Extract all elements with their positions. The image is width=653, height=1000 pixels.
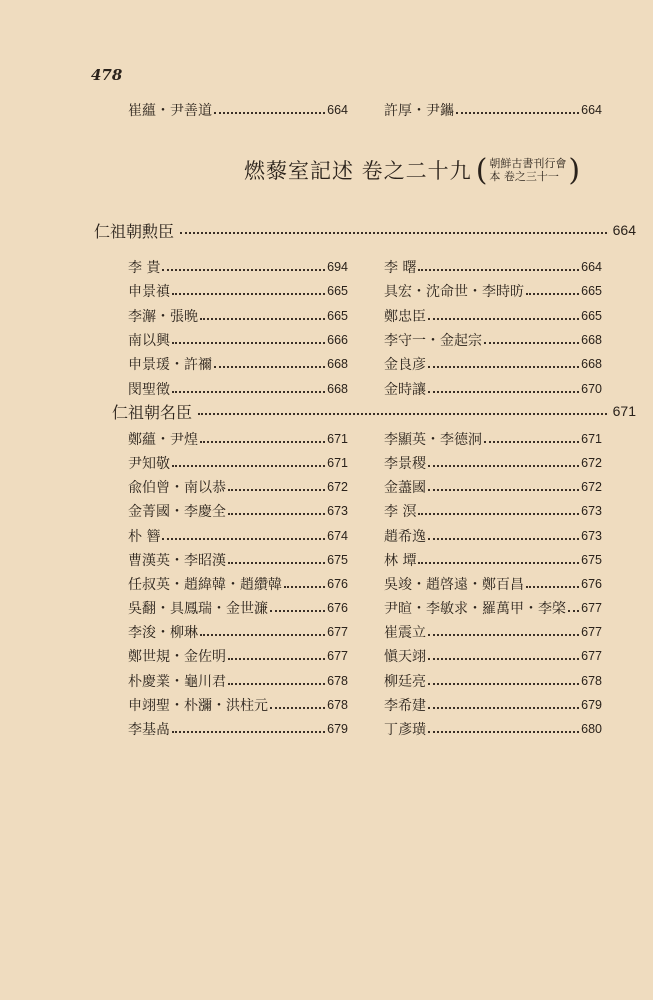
entry-name: 金菁國・李慶全	[128, 504, 226, 521]
dot-leader	[200, 634, 325, 636]
entry-page: 675	[581, 552, 602, 567]
toc-entry	[384, 646, 602, 666]
section-heading	[112, 399, 636, 423]
entry-name: 李 曙	[384, 260, 417, 276]
dot-leader	[428, 538, 579, 540]
entry-name: 曹漢英・李昭漢	[128, 552, 226, 569]
entry-name: 李基卨	[128, 721, 170, 738]
dot-leader	[172, 342, 325, 344]
entry-name: 李希建	[384, 697, 426, 714]
entry-page: 676	[327, 601, 348, 616]
dot-leader	[428, 634, 579, 636]
toc-entry	[128, 281, 348, 301]
toc-entry	[128, 100, 348, 120]
dot-leader	[428, 366, 579, 368]
toc-entry	[384, 379, 602, 399]
dot-leader	[428, 731, 579, 733]
entry-page: 671	[581, 432, 602, 446]
entry-name: 兪伯曾・南以恭	[128, 480, 226, 497]
entry-page: 677	[581, 649, 602, 664]
open-paren: (	[475, 152, 488, 188]
dot-leader	[428, 465, 579, 467]
entry-page: 676	[581, 576, 602, 591]
entry-page: 668	[581, 357, 602, 372]
section-title: 仁祖朝名臣	[112, 402, 193, 422]
dot-leader	[428, 658, 579, 660]
dot-leader	[270, 610, 325, 612]
dot-leader	[418, 562, 579, 564]
dot-leader	[228, 513, 325, 515]
edition-note	[476, 153, 580, 188]
dot-leader	[568, 610, 579, 612]
dot-leader	[228, 489, 325, 491]
dot-leader	[284, 586, 325, 588]
entry-page: 678	[581, 673, 602, 688]
dot-leader	[428, 707, 579, 709]
toc-entry	[128, 257, 348, 277]
section-page: 671	[612, 403, 636, 419]
entry-page: 675	[327, 552, 348, 567]
toc-entry	[128, 671, 348, 691]
toc-entry	[128, 646, 348, 666]
entry-page: 677	[581, 625, 602, 640]
toc-entry	[384, 257, 602, 277]
toc-entry	[128, 550, 348, 570]
entry-page: 665	[327, 284, 348, 299]
entry-name: 李顯英・李德泂	[384, 432, 482, 448]
section-title: 仁祖朝勲臣	[94, 221, 175, 241]
dot-leader	[198, 413, 607, 415]
entry-name: 柳廷亮	[384, 673, 426, 690]
dot-leader	[200, 318, 325, 320]
entry-page: 672	[581, 456, 602, 471]
toc-entry	[384, 477, 602, 497]
dot-leader	[180, 232, 607, 234]
entry-name: 金藎國	[384, 480, 426, 497]
entry-name: 崔震立	[384, 625, 426, 642]
entry-page: 665	[581, 308, 602, 323]
entry-page: 676	[327, 576, 348, 591]
entry-page: 671	[327, 456, 348, 471]
toc-entry	[384, 526, 602, 546]
section-heading	[94, 218, 636, 242]
toc-entry	[128, 330, 348, 350]
entry-page: 678	[327, 673, 348, 688]
dot-leader	[172, 293, 325, 295]
entry-name: 林 墰	[384, 552, 417, 569]
dot-leader	[228, 683, 325, 685]
toc-entry	[128, 622, 348, 642]
close-paren: )	[568, 152, 581, 188]
volume-title	[244, 150, 580, 190]
entry-name: 鄭忠臣	[384, 308, 426, 325]
dot-leader	[428, 489, 579, 491]
toc-entry	[384, 501, 602, 521]
toc-entry	[384, 598, 602, 618]
entry-name: 李 貴	[128, 260, 161, 276]
toc-entry	[384, 330, 602, 350]
entry-page: 694	[327, 260, 348, 274]
toc-entry	[128, 354, 348, 374]
entry-name: 南以興	[128, 332, 170, 349]
entry-page: 672	[581, 480, 602, 495]
dot-leader	[162, 269, 325, 271]
entry-name: 尹知敬	[128, 456, 170, 473]
entry-name: 趙希逸	[384, 528, 426, 545]
entry-page: 668	[327, 381, 348, 396]
entry-name: 愼天翊	[384, 649, 426, 666]
entry-name: 申翊聖・朴瀰・洪柱元	[128, 697, 268, 714]
entry-page: 664	[581, 103, 602, 117]
entry-page: 666	[327, 332, 348, 347]
dot-leader	[428, 391, 579, 393]
dot-leader	[418, 513, 579, 515]
toc-entry	[128, 526, 348, 546]
toc-entry	[384, 100, 602, 120]
toc-entry	[384, 306, 602, 326]
dot-leader	[214, 366, 325, 368]
dot-leader	[214, 112, 325, 114]
dot-leader	[162, 538, 325, 540]
page-number: 478	[91, 66, 123, 84]
entry-page: 677	[327, 625, 348, 640]
dot-leader	[418, 269, 579, 271]
entry-page: 671	[327, 432, 348, 446]
dot-leader	[172, 391, 325, 393]
entry-page: 664	[327, 103, 348, 117]
edition-note-line2: 本 卷之三十一	[489, 170, 559, 183]
entry-page: 668	[327, 357, 348, 372]
entry-name: 朴 簪	[128, 528, 161, 545]
entry-page: 673	[581, 504, 602, 519]
dot-leader	[456, 112, 579, 114]
entry-name: 吳竣・趙啓遠・鄭百昌	[384, 576, 524, 593]
toc-entry	[384, 453, 602, 473]
toc-entry	[128, 695, 348, 715]
entry-page: 673	[327, 504, 348, 519]
entry-page: 679	[581, 697, 602, 712]
entry-name: 申景禛	[128, 284, 170, 301]
dot-leader	[172, 731, 325, 733]
toc-entry	[128, 477, 348, 497]
entry-name: 金良彦	[384, 357, 426, 374]
entry-page: 665	[581, 284, 602, 299]
entry-name: 丁彥璜	[384, 721, 426, 738]
toc-entry	[384, 354, 602, 374]
entry-name: 李景稷	[384, 456, 426, 473]
entry-name: 李浚・柳琳	[128, 625, 198, 642]
toc-entry	[384, 622, 602, 642]
toc-entry	[384, 429, 602, 449]
toc-entry	[128, 501, 348, 521]
dot-leader	[526, 586, 579, 588]
entry-name: 李守一・金起宗	[384, 332, 482, 349]
entry-page: 680	[581, 721, 602, 736]
entry-page: 664	[581, 260, 602, 274]
toc-entry	[128, 453, 348, 473]
entry-name: 鄭蘊・尹煌	[128, 432, 198, 448]
dot-leader	[428, 318, 579, 320]
toc-entry	[128, 306, 348, 326]
entry-page: 672	[327, 480, 348, 495]
entry-name: 李 溟	[384, 504, 417, 521]
entry-name: 具宏・沈命世・李時昉	[384, 284, 524, 301]
entry-name: 朴慶業・龜川君	[128, 673, 226, 690]
toc-entry	[384, 550, 602, 570]
entry-page: 679	[327, 721, 348, 736]
dot-leader	[428, 683, 579, 685]
entry-page: 678	[327, 697, 348, 712]
entry-name: 申景瑗・許禰	[128, 357, 212, 374]
entry-page: 670	[581, 381, 602, 396]
entry-name: 尹暄・李敏求・羅萬甲・李棨	[384, 601, 566, 618]
toc-entry	[128, 429, 348, 449]
dot-leader	[526, 293, 579, 295]
entry-name: 李澥・張晩	[128, 308, 198, 325]
dot-leader	[228, 658, 325, 660]
entry-name: 金時讓	[384, 381, 426, 398]
entry-name: 許厚・尹鑴	[384, 103, 454, 119]
dot-leader	[228, 562, 325, 564]
toc-entry	[128, 379, 348, 399]
entry-name: 崔蘊・尹善道	[128, 103, 212, 119]
dot-leader	[270, 707, 325, 709]
entry-page: 677	[327, 649, 348, 664]
dot-leader	[484, 441, 579, 443]
dot-leader	[484, 342, 579, 344]
toc-entry	[384, 281, 602, 301]
entry-page: 668	[581, 332, 602, 347]
volume-title-main: 燃藜室記述 卷之二十九	[244, 159, 472, 183]
toc-entry	[128, 598, 348, 618]
toc-entry	[128, 574, 348, 594]
dot-leader	[200, 441, 325, 443]
entry-page: 665	[327, 308, 348, 323]
toc-entry	[384, 695, 602, 715]
edition-note-line1: 朝鮮古書刊行會	[489, 157, 567, 170]
entry-page: 677	[581, 601, 602, 616]
entry-name: 鄭世規・金佐明	[128, 649, 226, 666]
entry-page: 674	[327, 528, 348, 543]
section-page: 664	[612, 222, 636, 238]
entry-page: 673	[581, 528, 602, 543]
toc-entry	[384, 671, 602, 691]
entry-name: 閔聖徵	[128, 381, 170, 398]
entry-name: 吳翻・具鳳瑞・金世濂	[128, 601, 268, 618]
dot-leader	[172, 465, 325, 467]
entry-name: 任叔英・趙緯韓・趙纘韓	[128, 576, 282, 593]
toc-entry	[128, 719, 348, 739]
toc-entry	[384, 719, 602, 739]
toc-entry	[384, 574, 602, 594]
